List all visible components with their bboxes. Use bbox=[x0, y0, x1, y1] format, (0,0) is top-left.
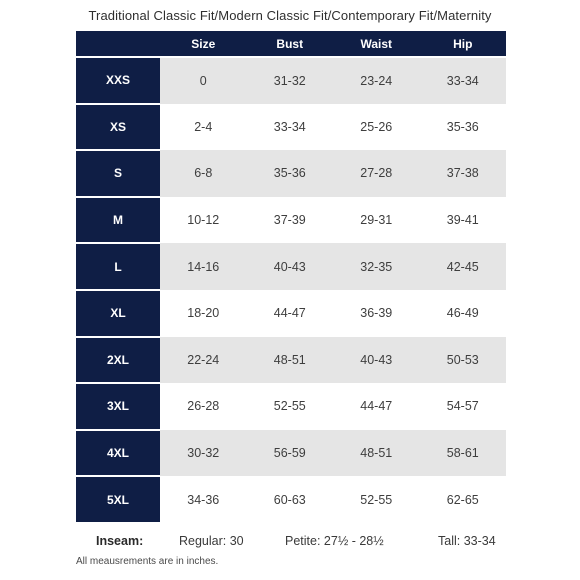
size-cell: 14-16 bbox=[160, 243, 247, 290]
bust-cell: 60-63 bbox=[247, 476, 334, 523]
size-cell: 26-28 bbox=[160, 383, 247, 430]
bust-cell: 40-43 bbox=[247, 243, 334, 290]
hip-cell: 33-34 bbox=[420, 57, 507, 104]
size-label: M bbox=[76, 197, 160, 244]
header-bust: Bust bbox=[247, 31, 334, 57]
waist-cell: 40-43 bbox=[333, 337, 420, 384]
inseam-regular: Regular: 30 bbox=[179, 534, 244, 548]
bust-cell: 35-36 bbox=[247, 150, 334, 197]
table-row bbox=[76, 243, 506, 290]
table-row bbox=[76, 430, 506, 477]
size-cell: 10-12 bbox=[160, 197, 247, 244]
waist-cell: 52-55 bbox=[333, 476, 420, 523]
table-row bbox=[76, 476, 506, 523]
hip-cell: 46-49 bbox=[420, 290, 507, 337]
table-row bbox=[76, 57, 506, 104]
size-label: 4XL bbox=[76, 430, 160, 477]
size-cell: 6-8 bbox=[160, 150, 247, 197]
bust-cell: 56-59 bbox=[247, 430, 334, 477]
table-row bbox=[76, 104, 506, 151]
chart-title: Traditional Classic Fit/Modern Classic Fit/Contemporary Fit/Maternity bbox=[88, 8, 492, 23]
size-cell: 30-32 bbox=[160, 430, 247, 477]
table-row bbox=[76, 383, 506, 430]
waist-cell: 29-31 bbox=[333, 197, 420, 244]
table-row bbox=[76, 150, 506, 197]
waist-cell: 27-28 bbox=[333, 150, 420, 197]
hip-cell: 39-41 bbox=[420, 197, 507, 244]
size-cell: 18-20 bbox=[160, 290, 247, 337]
size-label: L bbox=[76, 243, 160, 290]
table-row bbox=[76, 337, 506, 384]
inseam-tall: Tall: 33-34 bbox=[438, 534, 496, 548]
waist-cell: 48-51 bbox=[333, 430, 420, 477]
bust-cell: 44-47 bbox=[247, 290, 334, 337]
size-label: XL bbox=[76, 290, 160, 337]
table-header-row bbox=[76, 31, 506, 57]
hip-cell: 50-53 bbox=[420, 337, 507, 384]
table-row bbox=[76, 197, 506, 244]
waist-cell: 32-35 bbox=[333, 243, 420, 290]
hip-cell: 35-36 bbox=[420, 104, 507, 151]
hip-cell: 58-61 bbox=[420, 430, 507, 477]
hip-cell: 62-65 bbox=[420, 476, 507, 523]
hip-cell: 54-57 bbox=[420, 383, 507, 430]
header-corner bbox=[76, 31, 160, 57]
size-cell: 34-36 bbox=[160, 476, 247, 523]
size-label: 5XL bbox=[76, 476, 160, 523]
size-cell: 22-24 bbox=[160, 337, 247, 384]
inseam-label: Inseam: bbox=[96, 534, 144, 548]
waist-cell: 23-24 bbox=[333, 57, 420, 104]
size-cell: 0 bbox=[160, 57, 247, 104]
bust-cell: 33-34 bbox=[247, 104, 334, 151]
waist-cell: 36-39 bbox=[333, 290, 420, 337]
header-waist: Waist bbox=[333, 31, 420, 57]
size-label: S bbox=[76, 150, 160, 197]
hip-cell: 37-38 bbox=[420, 150, 507, 197]
header-size: Size bbox=[160, 31, 247, 57]
size-label: 2XL bbox=[76, 337, 160, 384]
inseam-petite: Petite: 27½ - 28½ bbox=[285, 534, 384, 548]
size-label: 3XL bbox=[76, 383, 160, 430]
bust-cell: 48-51 bbox=[247, 337, 334, 384]
size-chart-table bbox=[76, 31, 506, 524]
waist-cell: 44-47 bbox=[333, 383, 420, 430]
bust-cell: 31-32 bbox=[247, 57, 334, 104]
header-hip: Hip bbox=[420, 31, 507, 57]
bust-cell: 52-55 bbox=[247, 383, 334, 430]
waist-cell: 25-26 bbox=[333, 104, 420, 151]
hip-cell: 42-45 bbox=[420, 243, 507, 290]
size-cell: 2-4 bbox=[160, 104, 247, 151]
measurement-footnote: All meausrements are in inches. bbox=[76, 556, 219, 567]
size-label: XS bbox=[76, 104, 160, 151]
size-label: XXS bbox=[76, 57, 160, 104]
bust-cell: 37-39 bbox=[247, 197, 334, 244]
table-row bbox=[76, 290, 506, 337]
